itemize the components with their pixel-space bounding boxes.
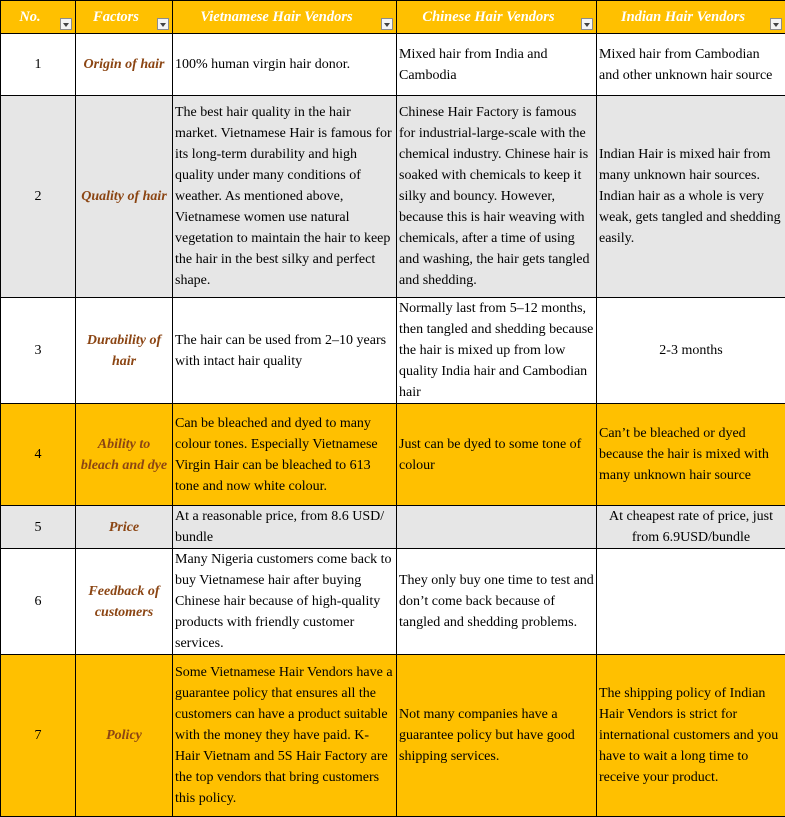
header-indian[interactable] (597, 1, 785, 34)
vietnamese-cell: Can be bleached and dyed to many colour tones. Especially Vietnamese Virgin Hair can be bleached to 613 tone and now white colour. (173, 404, 397, 506)
chinese-cell: Not many companies have a guarantee policy but have good shipping services. (397, 655, 597, 817)
vietnamese-cell: Many Nigeria customers come back to buy Vietnamese hair after buying Chinese hair because of high-quality products with friendly customer services. (173, 549, 397, 655)
filter-dropdown-icon[interactable] (581, 18, 593, 30)
factor-cell: Durability of hair (76, 298, 173, 404)
chinese-cell: Just can be dyed to some tone of colour (397, 404, 597, 506)
header-no-label: No. (19, 9, 40, 25)
table-row (1, 298, 785, 404)
indian-cell: Can’t be bleached or dyed because the hair is mixed with many unknown hair source (597, 404, 785, 506)
indian-cell: The shipping policy of Indian Hair Vendors is strict for international customers and you have to wait a long time to receive your product. (597, 655, 785, 817)
row-number: 5 (1, 506, 76, 549)
header-factors-label: Factors (93, 9, 139, 25)
row-number: 3 (1, 298, 76, 404)
row-number: 1 (1, 34, 76, 96)
table-row (1, 404, 785, 506)
chinese-cell (397, 506, 597, 549)
indian-cell: 2-3 months (597, 298, 785, 404)
header-vietnamese-label: Vietnamese Hair Vendors (200, 9, 352, 25)
factor-cell: Price (76, 506, 173, 549)
vietnamese-cell: The best hair quality in the hair market. Vietnamese Hair is famous for its long-term durability and high quality under many conditions of weather. As mentioned above, Vietnamese women use natural vegetation to maintain the hair to keep the hair in the best silky and perfect shape. (173, 96, 397, 298)
row-number: 2 (1, 96, 76, 298)
vietnamese-cell: Some Vietnamese Hair Vendors have a guarantee policy that ensures all the customers can have a product suitable with the money they have paid. K- Hair Vietnam and 5S Hair Factory are the top vendors that bring customers this policy. (173, 655, 397, 817)
table-row (1, 549, 785, 655)
header-row (1, 1, 785, 34)
factor-cell: Policy (76, 655, 173, 817)
vietnamese-cell: 100% human virgin hair donor. (173, 34, 397, 96)
header-indian-label: Indian Hair Vendors (621, 9, 745, 25)
factor-cell: Ability to bleach and dye (76, 404, 173, 506)
chinese-cell: They only buy one time to test and don’t come back because of tangled and shedding problems. (397, 549, 597, 655)
chinese-cell: Mixed hair from India and Cambodia (397, 34, 597, 96)
factor-cell: Feedback of customers (76, 549, 173, 655)
header-no[interactable] (1, 1, 76, 34)
table-row (1, 96, 785, 298)
row-number: 7 (1, 655, 76, 817)
indian-cell (597, 549, 785, 655)
vietnamese-cell: At a reasonable price, from 8.6 USD/ bundle (173, 506, 397, 549)
header-chinese[interactable] (397, 1, 597, 34)
filter-dropdown-icon[interactable] (60, 18, 72, 30)
chinese-cell: Normally last from 5–12 months, then tangled and shedding because the hair is mixed up from low quality India hair and Cambodian hair (397, 298, 597, 404)
header-vietnamese[interactable] (173, 1, 397, 34)
filter-dropdown-icon[interactable] (381, 18, 393, 30)
indian-cell: Indian Hair is mixed hair from many unknown hair sources. Indian hair as a whole is very weak, gets tangled and shedding easily. (597, 96, 785, 298)
table-row (1, 506, 785, 549)
factor-cell: Origin of hair (76, 34, 173, 96)
chinese-cell: Chinese Hair Factory is famous for industrial-large-scale with the chemical industry. Chinese hair is soaked with chemicals to keep it silky and bouncy. However, because this is hair weaving with chemicals, after a time of using and washing, the hair gets tangled and shedding. (397, 96, 597, 298)
header-factors[interactable] (76, 1, 173, 34)
indian-cell: Mixed hair from Cambodian and other unknown hair source (597, 34, 785, 96)
vietnamese-cell: The hair can be used from 2–10 years with intact hair quality (173, 298, 397, 404)
factor-cell: Quality of hair (76, 96, 173, 298)
header-chinese-label: Chinese Hair Vendors (422, 9, 554, 25)
filter-dropdown-icon[interactable] (157, 18, 169, 30)
row-number: 6 (1, 549, 76, 655)
table-row (1, 34, 785, 96)
indian-cell: At cheapest rate of price, just from 6.9USD/bundle (597, 506, 785, 549)
table-row (1, 655, 785, 817)
row-number: 4 (1, 404, 76, 506)
filter-dropdown-icon[interactable] (770, 18, 782, 30)
